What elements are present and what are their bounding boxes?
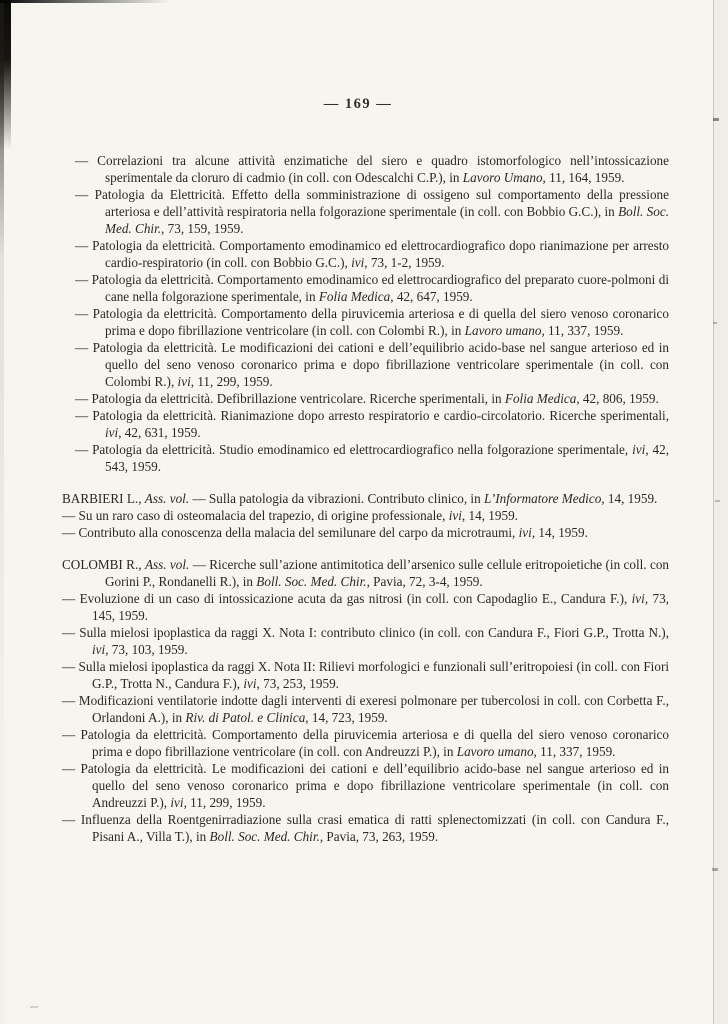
- page-number: — 169 —: [323, 96, 393, 112]
- entry-text: — Patologia da elettricità. Defibrillazione ventricolare. Ricerche sperimentali, in: [75, 391, 505, 406]
- entry-text: , 11, 164, 1959.: [542, 170, 625, 185]
- entry-text: — Patologia da elettricità. Le modificazioni dei cationi e dell’equilibrio acido-base nel sangue arterioso ed in quello del seno venoso coronarico prima e dopo fibrillazione ventricolare sperimentale (in coll. con Colombi R.),: [75, 340, 669, 389]
- entry-text-italic: Lavoro umano: [464, 323, 542, 338]
- bibliography-content: [62, 152, 669, 845]
- bibliography-entry: [75, 441, 669, 475]
- entry-text: — Patologia da elettricità. Comportamento della piruvicemia arteriosa e di quella del siero venoso coronarico prima e dopo fibrillazione ventricolare (in coll. con Andreuzzi P.), in: [62, 727, 669, 759]
- entry-text: , 14, 723, 1959.: [305, 710, 388, 725]
- bibliography-entry: [62, 658, 669, 692]
- entry-text-italic: Boll. Soc. Med. Chir.: [209, 829, 320, 844]
- scan-speck: [712, 868, 718, 871]
- scan-speck: [30, 1006, 38, 1008]
- entry-text: — Patologia da elettricità. Le modificazioni dei cationi e dell’equilibrio acido-base nel sangue arterioso ed in quello del seno venoso coronarico prima e dopo fibrillazione ventricolare sperimentale (in coll. con Andreuzzi P.),: [62, 761, 669, 810]
- bibliography-entry: [75, 339, 669, 390]
- entry-text-italic: ivi: [92, 642, 106, 657]
- entry-text: , 11, 337, 1959.: [533, 744, 616, 759]
- entry-text: — Influenza della Roentgenirradiazione sulla crasi ematica di ratti splenectomizzati (in coll. con Candura F., Pisani A., Villa T.), in: [62, 812, 669, 844]
- entry-text: — Su un raro caso di osteomalacia del trapezio, di origine professionale,: [62, 508, 449, 523]
- bibliography-entry: [62, 760, 669, 811]
- entry-text-italic: Folia Medica: [504, 391, 577, 406]
- entry-text: — Patologia da elettricità. Rianimazione dopo arresto respiratorio e cardio-circolatorio. Ricerche sperimentali,: [75, 408, 669, 423]
- entry-text: , Pavia, 73, 263, 1959.: [319, 829, 439, 844]
- entry-text: — Sulla mielosi ipoplastica da raggi X. Nota II: Rilievi morfologici e funzionali sull’eritropoiesi (in coll. con Fiori G.P., Trotta N., Candura F.),: [62, 659, 669, 691]
- entry-text: , 42, 647, 1959.: [390, 289, 473, 304]
- bibliography-entry: [75, 152, 669, 186]
- entry-text-italic: ivi: [631, 591, 645, 606]
- entry-text-italic: ivi: [518, 525, 532, 540]
- entry-text: — Modificazioni ventilatorie indotte dagli interventi di exeresi polmonare per tubercolosi in coll. con Corbetta F., Orlandoni A.), in: [62, 693, 669, 725]
- entry-text: , 73, 145, 1959.: [92, 591, 669, 623]
- entry-text-italic: Lavoro Umano: [462, 170, 543, 185]
- bibliography-entry: [62, 811, 669, 845]
- entry-text: , 11, 337, 1959.: [541, 323, 624, 338]
- entry-text: , 11, 299, 1959.: [183, 795, 266, 810]
- entry-text: , 73, 1-2, 1959.: [364, 255, 445, 270]
- bibliography-entry: [75, 186, 669, 237]
- entry-text: — Patologia da elettricità. Comportamento emodinamico ed elettrocardiografico del preparato cuore-polmoni di cane nella folgorazione sperimentale, in: [75, 272, 669, 304]
- entry-text: COLOMBI R.,: [62, 557, 145, 572]
- entry-text: — Patologia da elettricità. Comportamento della piruvicemia arteriosa e di quella del siero venoso coronarico prima e dopo fibrillazione ventricolare (in coll. con Colombi R.), in: [75, 306, 669, 338]
- entry-text-italic: Boll. Soc. Med. Chir.: [105, 204, 669, 236]
- scan-speck: [713, 118, 719, 121]
- entry-text: , 14, 1959.: [601, 491, 658, 506]
- bibliography-entry: [62, 624, 669, 658]
- entry-text-italic: Boll. Soc. Med. Chir.: [256, 574, 367, 589]
- bibliography-entry: [75, 271, 669, 305]
- entry-text: BARBIERI L.,: [62, 491, 145, 506]
- entry-text-italic: L’Informatore Medico: [483, 491, 602, 506]
- entry-text-italic: ivi: [105, 425, 119, 440]
- scan-speck: [715, 500, 720, 502]
- entry-text: , 73, 159, 1959.: [161, 221, 244, 236]
- entry-text: — Ricerche sull’azione antimitotica dell’arsenico sulle cellule eritropoietiche (in coll. con Gorini P., Rondanelli R.), in: [105, 557, 670, 589]
- entry-text: , 42, 631, 1959.: [118, 425, 201, 440]
- entry-text: — Patologia da elettricità. Studio emodinamico ed elettrocardiografico nella folgorazione sperimentale,: [75, 442, 633, 457]
- entry-text: , 73, 253, 1959.: [256, 676, 339, 691]
- bibliography-entry: [62, 692, 669, 726]
- entry-text-italic: ivi: [243, 676, 257, 691]
- scan-speck: [713, 322, 717, 324]
- entry-text-italic: ivi: [170, 795, 184, 810]
- scan-top-edge-line: [0, 0, 170, 3]
- entry-text: — Contributo alla conoscenza della malacia del semilunare del carpo da microtraumi,: [62, 525, 519, 540]
- entry-text-italic: ivi: [351, 255, 365, 270]
- entry-text: — Patologia da Elettricità. Effetto della somministrazione di ossigeno sul comportamento della pressione arteriosa e dell’attività respiratoria nella folgorazione sperimentale (in coll. con Bobbio G.C.), in: [75, 187, 669, 219]
- entry-text: — Evoluzione di un caso di intossicazione acuta da gas nitrosi (in coll. con Capodaglio E., Candura F.),: [62, 591, 632, 606]
- entry-text: — Sulla mielosi ipoplastica da raggi X. Nota I: contributo clinico (in coll. con Candura F., Fiori G.P., Trotta N.),: [62, 625, 669, 640]
- bibliography-entry: [62, 524, 669, 541]
- entry-text-italic: ivi: [448, 508, 462, 523]
- entry-text: — Correlazioni tra alcune attività enzimatiche del siero e quadro istomorfologico nell’intossicazione sperimentale da cloruro di cadmio (in coll. con Odescalchi C.P.), in: [75, 153, 669, 185]
- author-entry: [62, 556, 669, 590]
- entry-text: — Patologia da elettricità. Comportamento emodinamico ed elettrocardiografico dopo rianimazione per arresto cardio-respiratorio (in coll. con Bobbio G.C.),: [75, 238, 669, 270]
- entry-text-italic: Ass. vol.: [144, 491, 190, 506]
- bibliography-section-continued-entries: [62, 152, 669, 475]
- bibliography-entry: [75, 390, 669, 407]
- entry-text: , 11, 299, 1959.: [190, 374, 273, 389]
- entry-text-italic: Riv. di Patol. e Clinica: [185, 710, 306, 725]
- entry-text-italic: ivi: [177, 374, 191, 389]
- bibliography-section-colombi: [62, 556, 669, 845]
- entry-text-italic: ivi: [632, 442, 646, 457]
- bibliography-entry: [75, 237, 669, 271]
- entry-text-italic: Folia Medica: [318, 289, 391, 304]
- entry-text: , 14, 1959.: [461, 508, 518, 523]
- entry-text-italic: Lavoro umano: [456, 744, 534, 759]
- entry-text: , 73, 103, 1959.: [105, 642, 188, 657]
- bibliography-section-barbieri: [62, 490, 669, 541]
- entry-text: , 42, 543, 1959.: [105, 442, 670, 474]
- entry-text-italic: Ass. vol.: [144, 557, 190, 572]
- bibliography-entry: [62, 590, 669, 624]
- bibliography-entry: [62, 507, 669, 524]
- entry-text: , 14, 1959.: [531, 525, 588, 540]
- entry-text: — Sulla patologia da vibrazioni. Contributo clinico, in: [189, 491, 484, 506]
- bibliography-entry: [75, 407, 669, 441]
- scan-left-edge: [0, 0, 4, 1024]
- entry-text: , Pavia, 72, 3-4, 1959.: [366, 574, 483, 589]
- author-entry: [62, 490, 669, 507]
- bibliography-entry: [62, 726, 669, 760]
- entry-text: , 42, 806, 1959.: [576, 391, 659, 406]
- bibliography-entry: [75, 305, 669, 339]
